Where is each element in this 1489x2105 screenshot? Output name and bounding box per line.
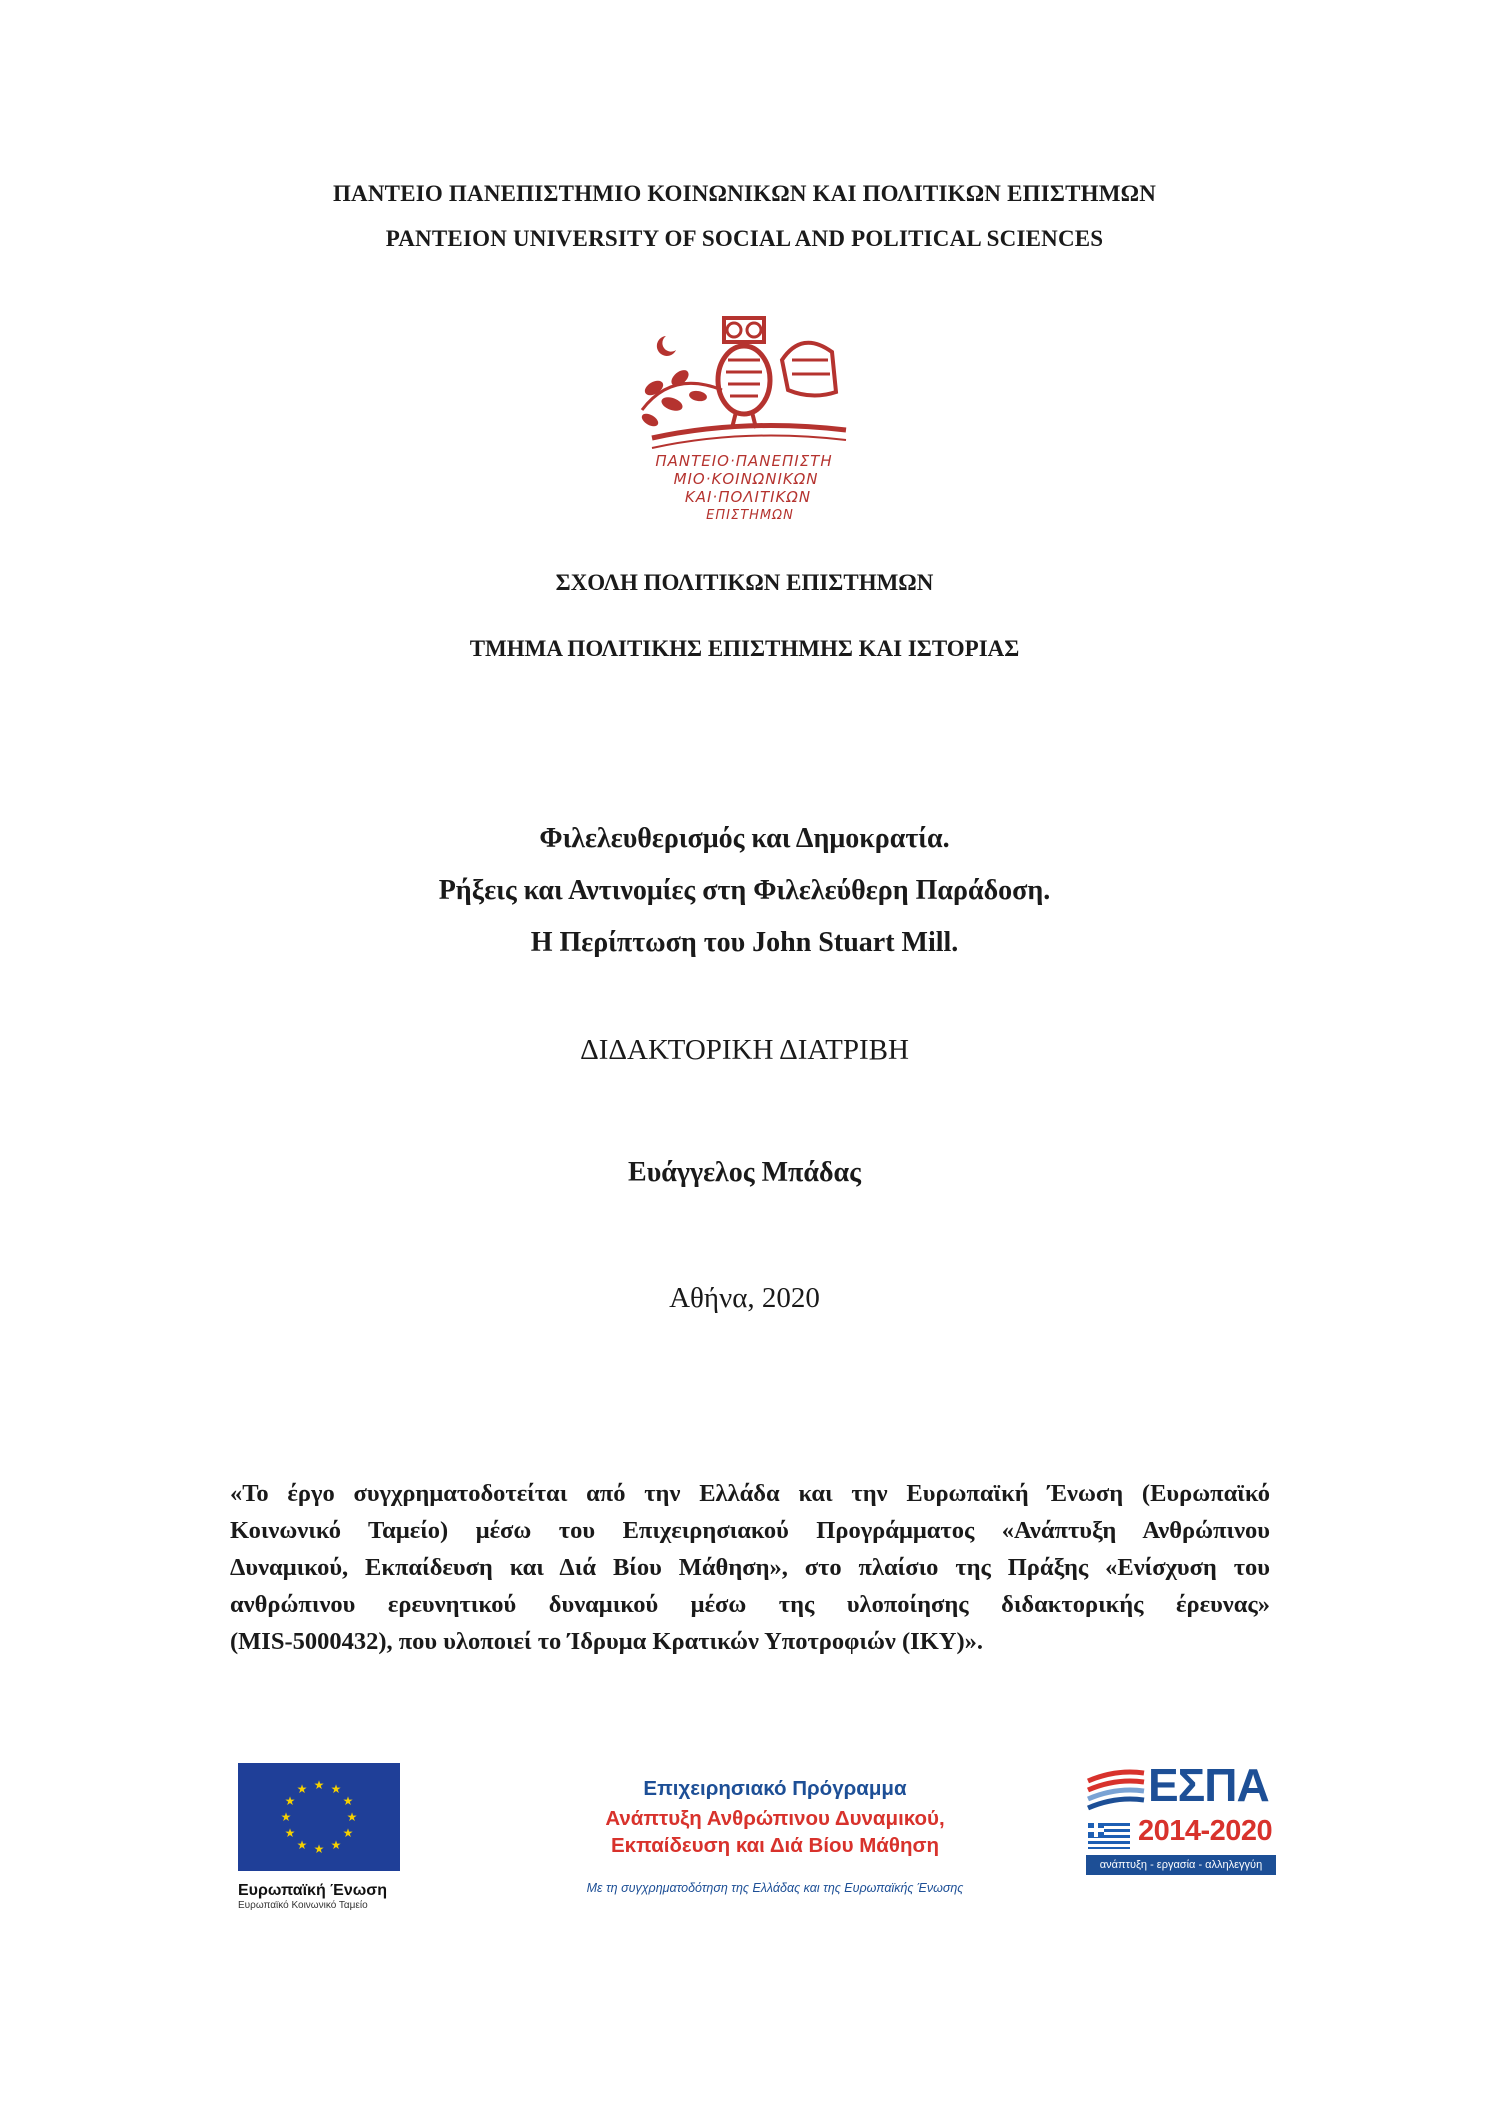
funding-line: Δυναμικού, Εκπαίδευση και Διά Βίου Μάθηση», στο πλαίσιο της Πράξης «Ενίσχυση του [230,1554,1270,1581]
espa-stripes-icon [1086,1763,1150,1823]
place-date: Αθήνα, 2020 [669,1282,820,1314]
espa-word: ΕΣΠΑ [1148,1759,1269,1811]
svg-text:ΕΠΙΣΤΗΜΩΝ: ΕΠΙΣΤΗΜΩΝ [706,508,794,523]
svg-text:ΠΑΝΤΕΙΟ·ΠΑΝΕΠΙΣΤΗ: ΠΑΝΤΕΙΟ·ΠΑΝΕΠΙΣΤΗ [655,452,833,470]
svg-text:★: ★ [313,1778,325,1792]
thesis-title-line-1: Φιλελευθερισμός και Δημοκρατία. [539,823,950,854]
espa-tagline: ανάπτυξη - εργασία - αλληλεγγύη [1086,1855,1276,1875]
author-name: Ευάγγελος Μπάδας [628,1157,861,1188]
op-logo-line-3: Εκπαίδευση και Διά Βίου Μάθηση [610,1834,940,1857]
document-type: ΔΙΔΑΚΤΟΡΙΚΗ ΔΙΑΤΡΙΒΗ [580,1034,909,1066]
greek-flag-icon [1088,1823,1130,1849]
svg-text:★: ★ [342,1794,354,1808]
svg-text:★: ★ [346,1810,358,1824]
op-logo-line-4: Με τη συγχρηματοδότηση της Ελλάδας και της Ευρωπαϊκής Ένωσης [586,1881,964,1895]
svg-text:★: ★ [284,1794,296,1808]
school-name: ΣΧΟΛΗ ΠΟΛΙΤΙΚΩΝ ΕΠΙΣΤΗΜΩΝ [555,570,934,595]
university-seal-logo [632,300,856,524]
funding-line: «Το έργο συγχρηματοδοτείται από την Ελλάδα και την Ευρωπαϊκή Ένωση (Ευρωπαϊκό [230,1480,1270,1507]
svg-text:★: ★ [284,1826,296,1840]
eu-logo-sub: Ευρωπαϊκό Κοινωνικό Ταμείο [238,1900,368,1911]
svg-text:★: ★ [296,1838,308,1852]
op-logo-line-2: Ανάπτυξη Ανθρώπινου Δυναμικού, [605,1807,945,1830]
funding-line: (MIS-5000432), που υλοποιεί το Ίδρυμα Κρατικών Υποτροφιών (ΙΚΥ)». [230,1628,983,1655]
funding-statement [230,1475,1270,1660]
thesis-title-line-3: Η Περίπτωση του John Stuart Mill. [530,927,959,958]
svg-text:ΜΙΟ·ΚΟΙΝΩΝΙΚΩΝ: ΜΙΟ·ΚΟΙΝΩΝΙΚΩΝ [673,470,819,488]
espa-years: 2014-2020 [1138,1815,1273,1847]
funding-line: ανθρώπινου ερευνητικού δυναμικού μέσω της υλοποίησης διδακτορικής έρευνας» [230,1591,1270,1618]
funding-line: Κοινωνικό Ταμείο) μέσω του Επιχειρησιακού Προγράμματος «Ανάπτυξη Ανθρώπινου [230,1517,1270,1544]
svg-text:★: ★ [313,1842,325,1856]
svg-text:★: ★ [330,1838,342,1852]
eu-flag-icon [238,1763,400,1871]
svg-text:ΚΑΙ·ΠΟΛΙΤΙΚΩΝ: ΚΑΙ·ΠΟΛΙΤΙΚΩΝ [684,488,812,506]
eu-logo-name: Ευρωπαϊκή Ένωση [238,1882,387,1899]
university-name-greek: ΠΑΝΤΕΙΟ ΠΑΝΕΠΙΣΤΗΜΙΟ ΚΟΙΝΩΝΙΚΩΝ ΚΑΙ ΠΟΛΙΤΙΚΩΝ ΕΠΙΣΤΗΜΩΝ [332,181,1157,206]
svg-text:★: ★ [296,1782,308,1796]
op-logo-line-1: Επιχειρησιακό Πρόγραμμα [643,1777,907,1800]
department-name: ΤΜΗΜΑ ΠΟΛΙΤΙΚΗΣ ΕΠΙΣΤΗΜΗΣ ΚΑΙ ΙΣΤΟΡΙΑΣ [469,636,1020,661]
university-name-english: PANTEION UNIVERSITY OF SOCIAL AND POLITICAL SCIENCES [385,226,1104,251]
eu-logo [238,1763,404,1911]
svg-text:★: ★ [280,1810,292,1824]
operational-programme-logo [515,1777,1035,1895]
thesis-title-line-2: Ρήξεις και Αντινομίες στη Φιλελεύθερη Παράδοση. [438,875,1051,906]
svg-text:★: ★ [330,1782,342,1796]
svg-text:★: ★ [342,1826,354,1840]
